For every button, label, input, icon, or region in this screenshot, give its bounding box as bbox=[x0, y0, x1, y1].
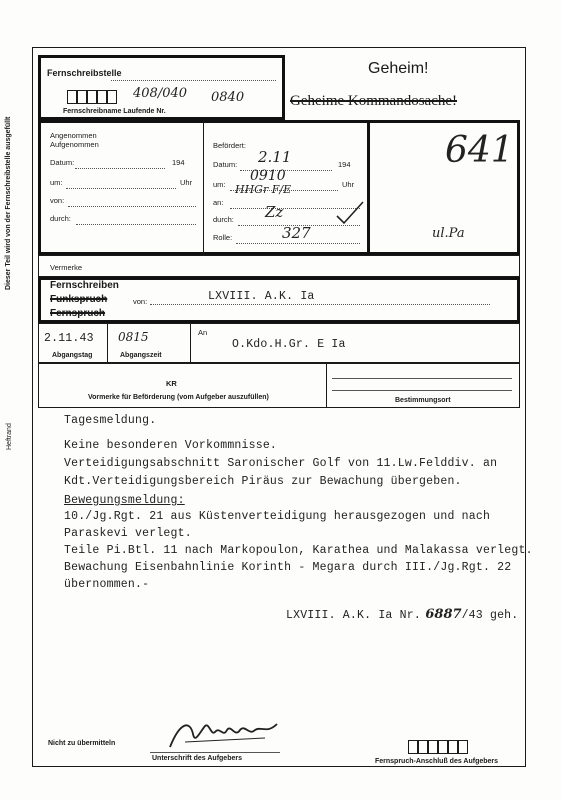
signature bbox=[165, 712, 285, 757]
message-title: Tagesmeldung. bbox=[64, 414, 157, 427]
abgangstag-label: Abgangstag bbox=[52, 352, 93, 359]
kr-label: KR bbox=[166, 379, 177, 388]
signoff-prefix: LXVIII. A.K. Ia Nr. bbox=[286, 609, 421, 622]
fwd-an-value: HHGr F/E bbox=[235, 183, 292, 196]
recv-uhr: Uhr bbox=[180, 178, 193, 187]
befoerdert-label: Befördert: bbox=[213, 141, 246, 150]
bewegung-title: Bewegungsmeldung: bbox=[64, 494, 185, 507]
signoff bbox=[286, 605, 518, 623]
aufgenommen-label: Aufgenommen bbox=[50, 140, 99, 149]
phone-label: Fernspruch-Anschluß des Aufgebers bbox=[375, 758, 499, 765]
an-label: An bbox=[198, 328, 208, 337]
recv-datum-label: Datum: bbox=[50, 158, 75, 167]
fwd-datum-label: Datum: bbox=[213, 160, 238, 169]
fwd-um-label: um: bbox=[213, 180, 226, 189]
heftrand-label: Heftrand bbox=[6, 423, 13, 450]
bewegung-line: 10./Jg.Rgt. 21 aus Küstenverteidigung herausgezogen und nach bbox=[64, 510, 491, 523]
recv-von-label: von: bbox=[50, 196, 65, 205]
signoff-suffix: /43 geh. bbox=[461, 609, 519, 622]
recv-um-label: um: bbox=[50, 178, 63, 187]
fwd-durch-value: Zz bbox=[265, 203, 284, 221]
fwd-rolle-value: 327 bbox=[282, 224, 311, 242]
befoerderung-label: Vormerke für Beförderung (vom Aufgeber auszufüllen) bbox=[88, 394, 269, 401]
dispatch-time: 0815 bbox=[118, 330, 149, 344]
fwd-datum-value: 2.11 bbox=[258, 148, 292, 166]
classification: Geheim! bbox=[368, 60, 429, 77]
message-line: Verteidigungsabschnitt Saronischer Golf von 11.Lw.Felddiv. an bbox=[64, 457, 498, 470]
abgangszeit-label: Abgangszeit bbox=[120, 352, 162, 359]
message-line: Keine besonderen Vorkommnisse. bbox=[64, 439, 278, 452]
struck-classification: Geheime Kommandosache! bbox=[290, 93, 458, 109]
bewegung-line: Bewachung Eisenbahnlinie Korinth - Megara durch III./Jg.Rgt. 22 bbox=[64, 561, 512, 574]
nicht-uebermitteln: Nicht zu übermitteln bbox=[48, 740, 116, 747]
recv-durch-label: durch: bbox=[50, 214, 71, 223]
bewegung-line: übernommen.- bbox=[64, 578, 150, 591]
type-funkspruch: Funkspruch bbox=[50, 294, 108, 305]
fernschreibname-label: Fernschreibname Laufende Nr. bbox=[63, 108, 166, 115]
fwd-um-value: 0910 bbox=[250, 168, 286, 184]
vermerke-label: Vermerke bbox=[50, 263, 83, 272]
laufende-nr: 408/040 bbox=[133, 86, 188, 101]
type-von-label: von: bbox=[133, 297, 148, 306]
check-mark-icon bbox=[335, 198, 365, 228]
fwd-uhr: Uhr bbox=[342, 180, 355, 189]
eingangszeit: 0840 bbox=[211, 90, 245, 105]
sender: LXVIII. A.K. Ia bbox=[208, 290, 315, 303]
recipient: O.Kdo.H.Gr. E Ia bbox=[232, 338, 346, 351]
bewegung-body bbox=[64, 508, 533, 593]
fwd-durch-label: durch: bbox=[213, 215, 234, 224]
recv-year: 194 bbox=[172, 158, 185, 167]
fwd-rolle-label: Rolle: bbox=[213, 233, 233, 242]
message-line: Kdt.Verteidigungsbereich Piräus zur Bewachung übergeben. bbox=[64, 475, 462, 488]
fwd-an-label: an: bbox=[213, 198, 224, 207]
bewegung-line: Teile Pi.Btl. 11 nach Markopoulon, Karathea und Malakassa verlegt. bbox=[64, 544, 533, 557]
type-fernschreiben: Fernschreiben bbox=[50, 280, 119, 291]
vermerke-row bbox=[38, 255, 520, 277]
angenommen-label: Angenommen bbox=[50, 131, 97, 140]
type-fernspruch: Fernspruch bbox=[50, 308, 106, 319]
bestimmungsort-label: Bestimmungsort bbox=[395, 397, 451, 404]
fernschreibstelle-box bbox=[38, 55, 285, 120]
initials: ul.Pa bbox=[432, 226, 465, 241]
signature-label: Unterschrift des Aufgebers bbox=[152, 755, 242, 762]
signoff-number: 6887 bbox=[425, 607, 462, 622]
fwd-year: 194 bbox=[338, 160, 351, 169]
registration-number: 641 bbox=[445, 130, 514, 171]
message-body bbox=[64, 437, 497, 491]
dispatch-date: 2.11.43 bbox=[44, 332, 94, 345]
fernschreibstelle-label: Fernschreibstelle bbox=[47, 68, 122, 78]
margin-note: Dieser Teil wird von der Fernschreibstelle ausgefüllt bbox=[5, 116, 12, 290]
bewegung-line: Paraskevi verlegt. bbox=[64, 527, 192, 540]
